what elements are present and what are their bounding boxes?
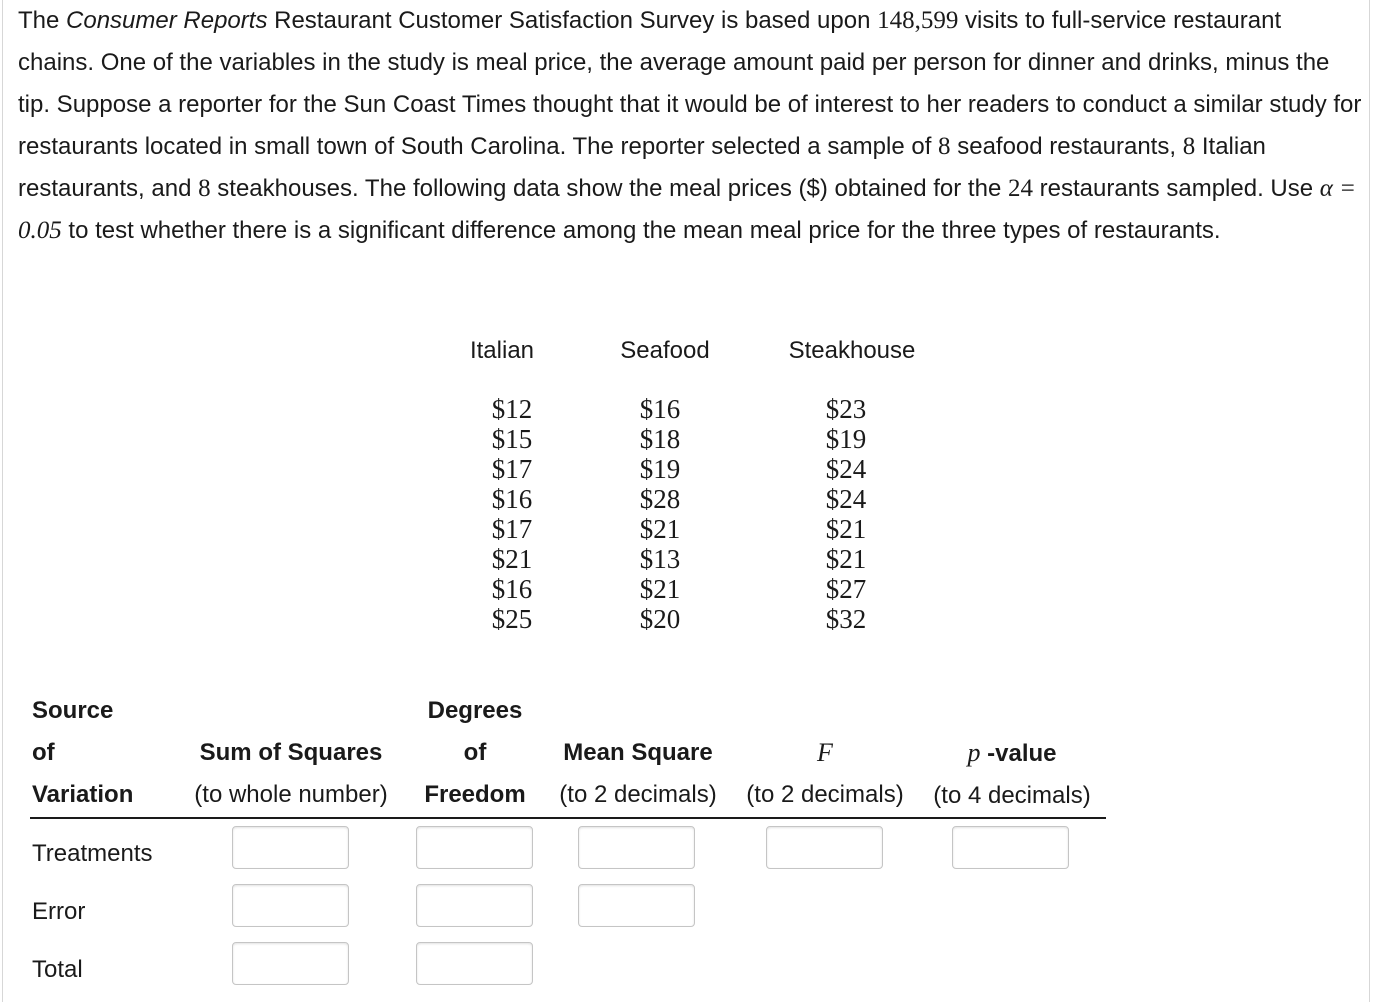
column-header: Italian [469,337,535,364]
price-cell: $25 [491,604,533,634]
text-segment: restaurants sampled. Use [1032,175,1320,202]
header-source: Source of Variation [32,697,134,808]
price-cell: $21 [491,544,533,574]
price-cell: $19 [825,424,867,454]
price-cell: $15 [491,424,533,454]
total-count: 24 [1007,175,1033,202]
price-cell: $16 [491,574,533,604]
text-segment: steakhouses. The following data show the meal prices ($) obtained for the [210,175,1008,202]
price-cell: $21 [825,514,867,544]
text-segment: Italian restaurants, and [18,133,1266,202]
price-cell: $16 [491,484,533,514]
price-cell: $17 [491,514,533,544]
header-p-value: p -value (to 4 decimals) [933,738,1091,809]
italian-count: 8 [1182,133,1196,160]
row-label-treatments: Treatments [32,840,153,867]
header-f-statistic: F (to 2 decimals) [746,738,904,808]
seafood-column [605,330,725,634]
header-mean-square: Mean Square (to 2 decimals) [559,739,717,808]
text-segment: to test whether there is a significant difference among the mean meal price for the three types of restaurants. [61,217,1221,244]
price-cell: $28 [639,484,681,514]
price-cell: $18 [639,424,681,454]
total-ss-input[interactable] [232,942,349,985]
alpha-value: α = 0.05 [18,175,1356,244]
steakhouse-count: 8 [198,175,211,202]
treatments-ms-input[interactable] [578,826,695,869]
total-df-input[interactable] [416,942,533,985]
treatments-df-input[interactable] [416,826,533,869]
steakhouse-column [772,330,932,634]
row-label-error: Error [32,898,86,925]
price-cell: $23 [825,394,867,424]
price-cell: $20 [639,604,681,634]
text-segment: The [18,7,67,34]
price-cell: $13 [639,544,681,574]
treatments-ss-input[interactable] [232,826,349,869]
column-header: Seafood [620,337,710,364]
publication-name: Consumer Reports [66,7,268,34]
price-cell: $17 [491,454,533,484]
header-divider [30,817,1106,819]
price-cell: $24 [825,454,867,484]
price-cell: $21 [639,514,681,544]
text-segment: seafood restaurants, [950,133,1183,160]
row-label-total: Total [32,956,83,983]
error-ss-input[interactable] [232,884,349,927]
price-cell: $21 [825,544,867,574]
visits-count: 148,599 [877,7,959,34]
column-header: Steakhouse [788,337,916,364]
price-cell: $19 [639,454,681,484]
error-ms-input[interactable] [578,884,695,927]
italian-column [452,330,552,634]
treatments-f-input[interactable] [766,826,883,869]
treatments-p-value-input[interactable] [952,826,1069,869]
seafood-count: 8 [938,133,951,160]
price-cell: $27 [825,574,867,604]
price-cell: $21 [639,574,681,604]
text-segment: visits to full-service restaurant chains. One of the variables in the study is meal price, the average amount paid per person for dinner and drinks, minus the tip. Suppose a reporter for the Sun Coast Times thought that it would be of interest to her readers to conduct a similar study for restaurants located in small town of South Carolina. The reporter selected a sample of [18,7,1362,160]
price-cell: $12 [491,394,533,424]
error-df-input[interactable] [416,884,533,927]
header-degrees-of-freedom: Degrees of Freedom [424,697,526,808]
price-cell: $16 [639,394,681,424]
text-segment: Restaurant Customer Satisfaction Survey is based upon [267,7,878,34]
price-cell: $32 [825,604,867,634]
header-sum-of-squares: Sum of Squares (to whole number) [194,739,388,808]
problem-statement [18,0,1363,252]
price-cell: $24 [825,484,867,514]
